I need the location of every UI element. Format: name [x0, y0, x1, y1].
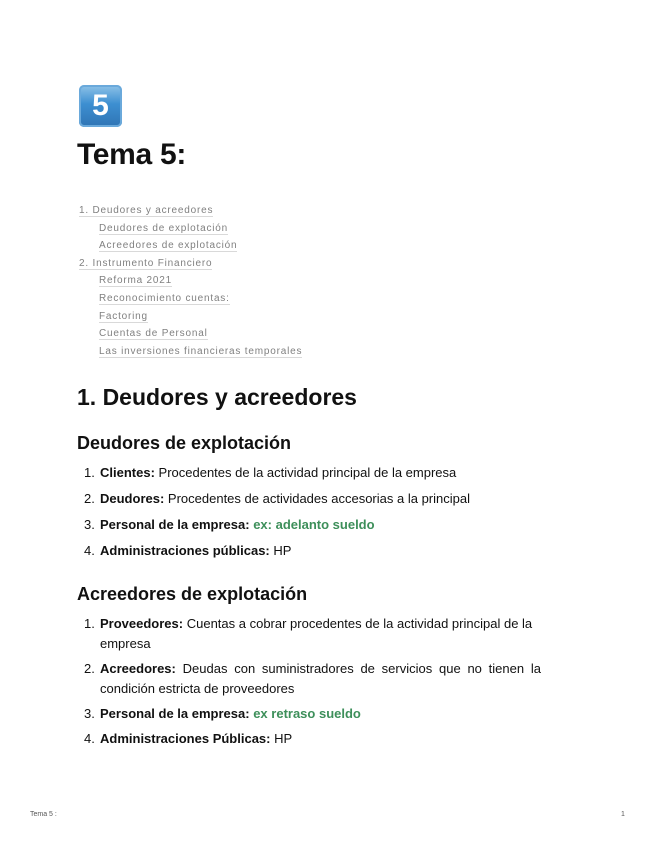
list-item: 3. Personal de la empresa: ex retraso sueldo — [84, 706, 361, 721]
item-desc-highlight: ex retraso sueldo — [253, 706, 361, 721]
item-desc: Procedentes de actividades accesorias a la principal — [167, 491, 470, 506]
item-desc-highlight: ex: adelanto sueldo — [253, 517, 375, 532]
emoji-digit: 5 — [92, 89, 109, 122]
list-item: 1. Clientes: Procedentes de la actividad principal de la empresa — [84, 465, 457, 480]
section-heading: 1. Deudores y acreedores — [77, 384, 357, 410]
toc-item[interactable]: Las inversiones financieras temporales — [99, 345, 303, 357]
item-term: Acreedores: — [100, 661, 176, 676]
item-desc: HP — [273, 543, 292, 558]
item-term: Deudores: — [100, 491, 165, 506]
subsection-heading-acreedores: Acreedores de explotación — [77, 584, 308, 604]
toc-item[interactable]: Cuentas de Personal — [99, 328, 208, 340]
list-item: 2. Deudores: Procedentes de actividades accesorias a la principal — [84, 491, 470, 506]
subsection-heading-deudores: Deudores de explotación — [77, 433, 292, 453]
item-desc: HP — [274, 731, 293, 746]
item-term: Personal de la empresa: — [100, 706, 250, 721]
list-item: 1. Proveedores: Cuentas a cobrar procedentes de la actividad principal de la empresa — [84, 616, 533, 651]
footer-page-number: 1 — [621, 811, 625, 818]
toc-item[interactable]: Deudores de explotación — [99, 222, 229, 234]
item-desc: Procedentes de la actividad principal de la empresa — [158, 465, 457, 480]
item-desc: Deudas con suministradores de servicios que no tienen la condición estricta de proveedores — [100, 661, 541, 696]
acreedores-list — [84, 614, 541, 754]
item-term: Proveedores: — [100, 616, 184, 631]
item-term: Administraciones públicas: — [100, 543, 270, 558]
item-term: Clientes: — [100, 465, 155, 480]
toc-item[interactable]: 2. Instrumento Financiero — [79, 257, 213, 269]
list-item: 3. Personal de la empresa: ex: adelanto sueldo — [84, 517, 375, 532]
toc-item[interactable]: Reconocimiento cuentas: — [99, 292, 230, 304]
table-of-contents — [79, 204, 302, 362]
list-item: 4. Administraciones Públicas: HP — [84, 731, 293, 746]
number-five-emoji-icon — [79, 85, 122, 127]
toc-item[interactable]: Reforma 2021 — [99, 275, 172, 287]
item-term: Administraciones Públicas: — [100, 731, 271, 746]
toc-item[interactable]: Factoring — [99, 310, 148, 322]
list-item: 2. Acreedores: Deudas con suministradores de servicios que no tienen la condición estricta de proveedores — [84, 661, 541, 696]
deudores-list — [84, 463, 541, 567]
list-item: 4. Administraciones públicas: HP — [84, 543, 292, 558]
toc-item[interactable]: Acreedores de explotación — [99, 240, 238, 252]
toc-item[interactable]: 1. Deudores y acreedores — [79, 205, 214, 216]
item-desc: Cuentas a cobrar procedentes de la actividad principal de la empresa — [100, 616, 533, 651]
page-title: Tema 5: — [77, 138, 187, 171]
item-term: Personal de la empresa: — [100, 517, 250, 532]
footer-document-name: Tema 5 : — [30, 811, 57, 818]
